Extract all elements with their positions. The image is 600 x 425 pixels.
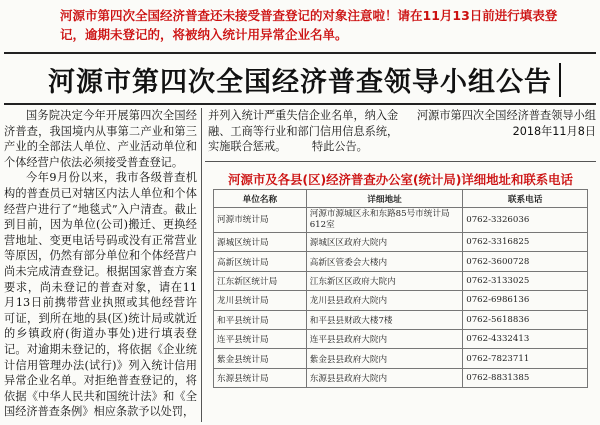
body-paragraph-2: 今年9月份以来，我市各级普查机构的普查员已对辖区内法人单位和个体经营户进行了“地毯式”入户清查。截止到目前，因为单位(公司)搬迁、更换经营地址、变更电话号码或没有正常营业等原因，仍然有部分单位和个体经营户尚未完成清查登记。根据国家普查方案要求，尚未登记的普查对象，请在11月13日前携带营业执照或其他经营许可证，到所在地的县(区)统计局或就近的乡镇政府(街道办事处)进行填表登记。对逾期未登记的，将依据《企业统计信用管理办法(试行)》列入统计信用异常企业名单。对拒绝普查登记的，将依据《中华人民共和国统计法》和《全国经济普查条例》相应条款予以处罚， [4,171,197,419]
phone-cell: 0762-8831385 [463,368,588,387]
announcement-date: 2018年11月8日 [512,124,596,138]
phone-cell: 0762-3316825 [463,233,588,252]
unit-name-cell: 河源市统计局 [214,208,307,233]
body-column-1 [4,108,197,422]
header-unit-name: 单位名称 [214,190,307,208]
header-address: 详细地址 [306,190,463,208]
unit-name-cell: 紫金县统计局 [214,349,307,368]
address-cell: 和平县县财政大楼7楼 [306,310,463,329]
table-header-row [214,190,588,208]
contact-table [213,189,588,388]
table-row [214,271,588,290]
red-notice-text: 河源市第四次全国经济普查还未接受普查登记的对象注意啦！请在11月13日前进行填表登记，逾期未登记的，将被纳入统计用异常企业名单。 [60,8,558,42]
phone-cell: 0762-4332413 [463,329,588,348]
address-cell: 高新区管委会大楼内 [306,252,463,271]
body-paragraph-2-continued: 并列入统计严重失信企业名单，纳入金融、工商等行业和部门信用信息系统，实施联合惩戒。 [208,109,399,154]
table-row [214,310,588,329]
unit-name-cell: 和平县统计局 [214,310,307,329]
signature: 河源市第四次全国经济普查领导小组 [416,109,596,122]
table-row [214,349,588,368]
phone-cell: 0762-6986136 [463,291,588,310]
unit-name-cell: 高新区统计局 [214,252,307,271]
table-row [214,208,588,233]
phone-cell: 0762-3600728 [463,252,588,271]
table-row [214,252,588,271]
announcement-title: 河源市第四次全国经济普查领导小组公告 [48,67,552,98]
address-cell: 紫金县县政府大院内 [306,349,463,368]
body-paragraph-1: 国务院决定今年开展第四次全国经济普查，我国境内从事第二产业和第三产业的全部法人单位、产业活动单位和个体经营户依法必须接受普查登记。 [4,109,197,169]
title-divider [4,103,596,105]
address-cell: 江东新区区政府大院内 [306,271,463,290]
unit-name-cell: 东源县统计局 [214,368,307,387]
header-phone: 联系电话 [463,190,588,208]
table-row [214,329,588,348]
unit-name-cell: 源城区统计局 [214,233,307,252]
closing-text: 特此公告。 [311,140,368,154]
phone-cell: 0762-7823711 [463,349,588,368]
phone-cell: 0762-5618836 [463,310,588,329]
address-cell: 源城区区政府大院内 [306,233,463,252]
table-row [214,368,588,387]
address-cell: 东源县县政府大院内 [306,368,463,387]
contact-table-title: 河源市及各县(区)经济普查办公室(统计局)详细地址和联系电话 [228,172,573,187]
column-divider [201,108,202,422]
phone-cell: 0762-3133025 [463,271,588,290]
table-row [214,291,588,310]
address-cell: 河源市源城区永和东路85号市统计局612室 [306,208,463,233]
table-row [214,233,588,252]
table-divider [205,161,596,162]
address-cell: 龙川县县政府大院内 [306,291,463,310]
phone-cell: 0762-3326036 [463,208,588,233]
signature-block [410,108,596,139]
body-column-2 [208,108,405,155]
unit-name-cell: 江东新区统计局 [214,271,307,290]
top-divider [4,52,596,54]
address-cell: 连平县县政府大院内 [306,329,463,348]
unit-name-cell: 连平县统计局 [214,329,307,348]
unit-name-cell: 龙川县统计局 [214,291,307,310]
text-cursor [559,63,561,97]
